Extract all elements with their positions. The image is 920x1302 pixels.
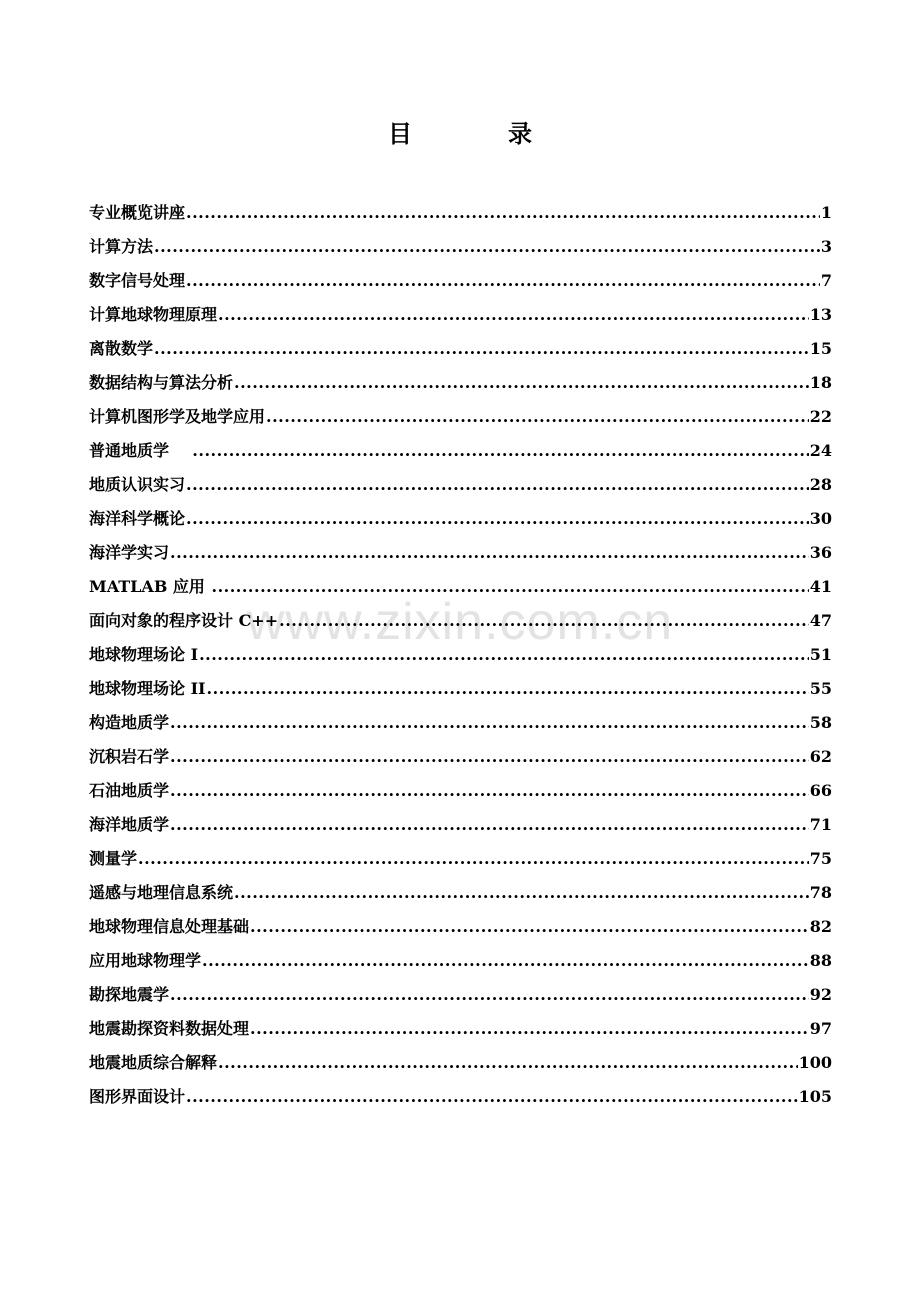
toc-entry-page-number: 41 [809, 577, 832, 596]
toc-entry[interactable] [89, 845, 832, 879]
toc-entry[interactable] [89, 641, 832, 675]
toc-dot-leader [279, 607, 809, 635]
toc-entry[interactable] [89, 675, 832, 709]
toc-dot-leader [266, 403, 809, 431]
toc-entry-title: 计算方法 [89, 237, 154, 256]
toc-entry-page-number: 22 [809, 407, 832, 426]
toc-entry-page-number: 24 [809, 441, 832, 460]
toc-dot-leader [207, 675, 809, 703]
toc-entry[interactable] [89, 539, 832, 573]
toc-entry-page-number: 97 [809, 1019, 832, 1038]
toc-entry-page-number: 55 [809, 679, 832, 698]
toc-entry-page-number: 75 [809, 849, 832, 868]
toc-entry-page-number: 92 [809, 985, 832, 1004]
toc-dot-leader [234, 369, 809, 397]
toc-entry-title: 地球物理场论 I [89, 645, 199, 664]
toc-dot-leader [218, 301, 809, 329]
toc-entry-page-number: 78 [809, 883, 832, 902]
toc-entry-page-number: 7 [820, 271, 832, 290]
toc-entry[interactable] [89, 981, 832, 1015]
toc-entry[interactable] [89, 811, 832, 845]
toc-entry[interactable] [89, 913, 832, 947]
toc-entry[interactable] [89, 267, 832, 301]
toc-dot-leader [154, 233, 820, 261]
toc-dot-leader [170, 811, 809, 839]
toc-dot-leader [170, 777, 809, 805]
toc-entry[interactable] [89, 233, 832, 267]
toc-entry[interactable] [89, 1083, 832, 1117]
toc-entry-page-number: 18 [809, 373, 832, 392]
toc-dot-leader [170, 981, 809, 1009]
toc-entry[interactable] [89, 1049, 832, 1083]
toc-entry-title: 地球物理信息处理基础 [89, 917, 250, 936]
toc-entry-page-number: 1 [820, 203, 832, 222]
toc-entry[interactable] [89, 335, 832, 369]
toc-entry-title: 勘探地震学 [89, 985, 170, 1004]
toc-entry[interactable] [89, 607, 832, 641]
toc-entry-title: 地震勘探资料数据处理 [89, 1019, 250, 1038]
toc-entry-page-number: 36 [809, 543, 832, 562]
toc-entry-title: 构造地质学 [89, 713, 170, 732]
toc-entry-page-number: 3 [820, 237, 832, 256]
toc-entry[interactable] [89, 403, 832, 437]
toc-entry-title: 普通地质学 [89, 441, 192, 460]
toc-entry[interactable] [89, 573, 832, 607]
toc-dot-leader [138, 845, 809, 873]
toc-entry-page-number: 88 [809, 951, 832, 970]
toc-entry[interactable] [89, 437, 832, 471]
toc-entry-page-number: 13 [809, 305, 832, 324]
toc-entry[interactable] [89, 709, 832, 743]
toc-dot-leader [186, 199, 820, 227]
toc-entry-title: MATLAB 应用 [89, 577, 211, 596]
toc-entry-page-number: 28 [809, 475, 832, 494]
toc-dot-leader [199, 641, 809, 669]
toc-entry[interactable] [89, 471, 832, 505]
toc-entry-title: 地震地质综合解释 [89, 1053, 218, 1072]
toc-dot-leader [170, 539, 809, 567]
toc-dot-leader [170, 709, 809, 737]
toc-entry-title: 图形界面设计 [89, 1087, 186, 1106]
toc-dot-leader [250, 913, 809, 941]
page-title: 目 录 [388, 119, 568, 148]
watermark: www.zixin.com.cn [246, 593, 674, 651]
toc-entry-title: 数字信号处理 [89, 271, 186, 290]
toc-entry-page-number: 66 [809, 781, 832, 800]
toc-dot-leader [234, 879, 809, 907]
toc-entry-page-number: 47 [809, 611, 832, 630]
toc-entry-title: 专业概览讲座 [89, 203, 186, 222]
toc-entry-page-number: 105 [798, 1087, 832, 1106]
toc-entry-title: 计算地球物理原理 [89, 305, 218, 324]
toc-dot-leader [154, 335, 809, 363]
toc-entry-title: 海洋地质学 [89, 815, 170, 834]
toc-entry[interactable] [89, 1015, 832, 1049]
toc-entry-page-number: 100 [798, 1053, 832, 1072]
toc-dot-leader [192, 437, 808, 465]
toc-dot-leader [186, 505, 809, 533]
toc-entry[interactable] [89, 947, 832, 981]
toc-entry-title: 石油地质学 [89, 781, 170, 800]
toc-dot-leader [170, 743, 809, 771]
toc-entry-page-number: 58 [809, 713, 832, 732]
toc-dot-leader [218, 1049, 798, 1077]
toc-entry-page-number: 51 [809, 645, 832, 664]
toc-entry-page-number: 82 [809, 917, 832, 936]
toc-entry-title: 遥感与地理信息系统 [89, 883, 234, 902]
toc-entry[interactable] [89, 301, 832, 335]
toc-dot-leader [186, 267, 820, 295]
toc-dot-leader [212, 573, 809, 601]
toc-entry-title: 海洋学实习 [89, 543, 170, 562]
toc-entry-title: 应用地球物理学 [89, 951, 202, 970]
toc-entry-title: 数据结构与算法分析 [89, 373, 234, 392]
toc-dot-leader [186, 471, 809, 499]
toc-entry-title: 计算机图形学及地学应用 [89, 407, 266, 426]
table-of-contents [89, 199, 832, 1117]
toc-dot-leader [250, 1015, 809, 1043]
toc-entry-title: 测量学 [89, 849, 138, 868]
toc-entry[interactable] [89, 505, 832, 539]
toc-entry[interactable] [89, 369, 832, 403]
toc-entry-title: 离散数学 [89, 339, 154, 358]
toc-entry[interactable] [89, 199, 832, 233]
toc-entry[interactable] [89, 879, 832, 913]
toc-dot-leader [186, 1083, 798, 1111]
toc-entry[interactable] [89, 743, 832, 777]
toc-entry-title: 海洋科学概论 [89, 509, 186, 528]
toc-entry-title: 面向对象的程序设计 C++ [89, 611, 279, 630]
toc-entry[interactable] [89, 777, 832, 811]
toc-entry-page-number: 30 [809, 509, 832, 528]
toc-entry-title: 地质认识实习 [89, 475, 186, 494]
toc-entry-title: 沉积岩石学 [89, 747, 170, 766]
toc-entry-page-number: 15 [809, 339, 832, 358]
toc-entry-title: 地球物理场论 II [89, 679, 206, 698]
toc-entry-page-number: 71 [809, 815, 832, 834]
toc-dot-leader [202, 947, 809, 975]
toc-entry-page-number: 62 [809, 747, 832, 766]
